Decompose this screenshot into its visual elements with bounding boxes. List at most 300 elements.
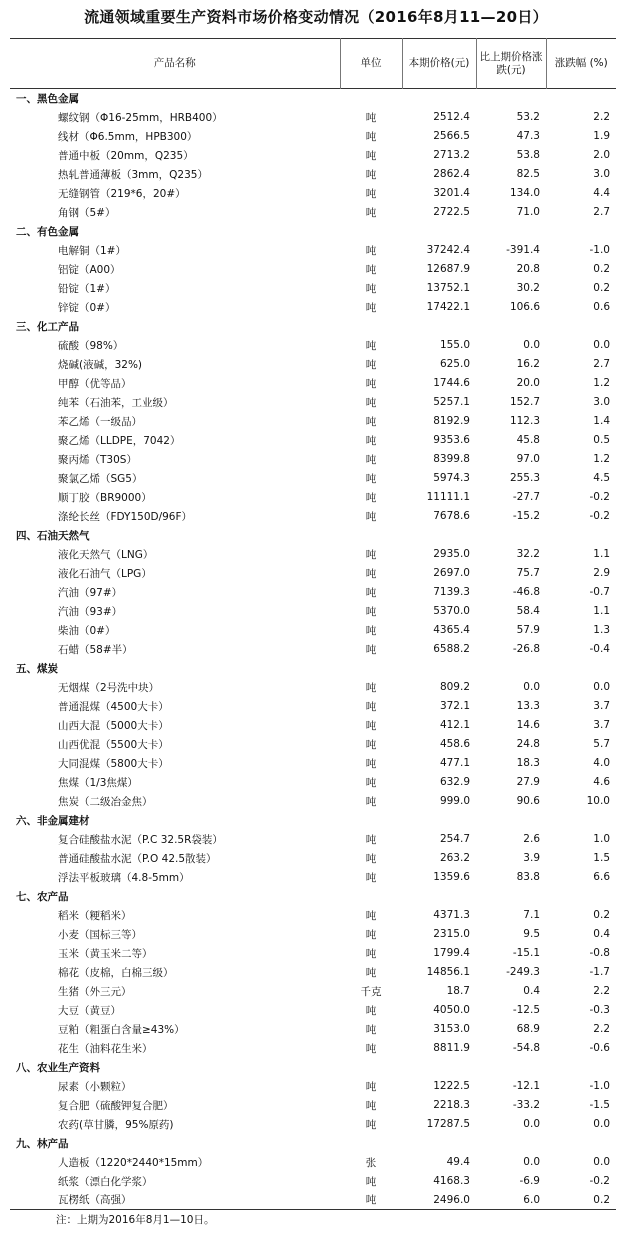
price-cell: 2315.0 xyxy=(433,928,470,940)
unit-cell: 吨 xyxy=(365,852,377,865)
change-cell: -15.2 xyxy=(512,510,540,522)
table-body xyxy=(10,89,616,1210)
change-cell: 0.4 xyxy=(523,985,540,997)
product-name-cell: 苯乙烯（一级品） xyxy=(58,415,142,428)
price-cell: 5257.1 xyxy=(433,396,470,408)
table-row xyxy=(10,431,616,450)
product-name-cell: 稻米（粳稻米） xyxy=(58,909,132,922)
unit-cell: 吨 xyxy=(365,757,377,770)
price-cell: 477.1 xyxy=(439,757,470,769)
table-row xyxy=(10,735,616,754)
table-row xyxy=(10,469,616,488)
pct-cell: -1.5 xyxy=(589,1099,610,1111)
price-cell: 2697.0 xyxy=(433,567,470,579)
category-row xyxy=(10,526,616,545)
table-row xyxy=(10,1020,616,1039)
price-cell: 809.2 xyxy=(439,681,470,693)
product-name-cell: 花生（油料花生米） xyxy=(58,1042,153,1055)
pct-cell: 3.0 xyxy=(593,168,610,180)
unit-cell: 吨 xyxy=(365,149,377,162)
pct-cell: 4.4 xyxy=(593,187,610,199)
category-label: 一、黑色金属 xyxy=(16,92,79,105)
unit-cell: 吨 xyxy=(365,206,377,219)
change-cell: 0.0 xyxy=(523,339,540,351)
header-unit: 单位 xyxy=(340,39,402,89)
category-label: 二、有色金属 xyxy=(16,225,79,238)
table-row xyxy=(10,583,616,602)
category-label: 八、农业生产资料 xyxy=(16,1061,100,1074)
table-row xyxy=(10,241,616,260)
pct-cell: 0.2 xyxy=(593,263,610,275)
unit-cell: 吨 xyxy=(365,681,377,694)
unit-cell: 吨 xyxy=(365,605,377,618)
change-cell: 20.0 xyxy=(516,377,540,389)
price-cell: 4365.4 xyxy=(433,624,470,636)
pct-cell: 10.0 xyxy=(586,795,610,807)
unit-cell: 吨 xyxy=(365,909,377,922)
table-row xyxy=(10,1191,616,1210)
table-row xyxy=(10,716,616,735)
price-cell: 37242.4 xyxy=(426,244,470,256)
product-name-cell: 小麦（国标三等） xyxy=(58,928,142,941)
price-cell: 2722.5 xyxy=(433,206,470,218)
pct-cell: 0.0 xyxy=(593,681,610,693)
unit-cell: 吨 xyxy=(365,1004,377,1017)
product-name-cell: 农药(草甘膦，95%原药) xyxy=(58,1118,174,1131)
price-cell: 8192.9 xyxy=(433,415,470,427)
table-row xyxy=(10,1096,616,1115)
change-cell: 57.9 xyxy=(516,624,540,636)
price-cell: 14856.1 xyxy=(426,966,470,978)
table-row xyxy=(10,564,616,583)
category-label: 七、农产品 xyxy=(16,890,69,903)
table-row xyxy=(10,336,616,355)
unit-cell: 吨 xyxy=(365,795,377,808)
product-name-cell: 纸浆（漂白化学浆） xyxy=(58,1175,153,1188)
unit-cell: 吨 xyxy=(365,301,377,314)
unit-cell: 吨 xyxy=(365,415,377,428)
product-name-cell: 热轧普通薄板（3mm，Q235） xyxy=(58,168,208,181)
pct-cell: -1.7 xyxy=(589,966,610,978)
price-cell: 2566.5 xyxy=(433,130,470,142)
product-name-cell: 聚氯乙烯（SG5） xyxy=(58,472,143,485)
price-cell: 4371.3 xyxy=(433,909,470,921)
unit-cell: 吨 xyxy=(365,472,377,485)
table-row xyxy=(10,640,616,659)
table-row xyxy=(10,1001,616,1020)
table-header-row xyxy=(10,39,616,89)
unit-cell: 吨 xyxy=(365,966,377,979)
unit-cell: 吨 xyxy=(365,1175,377,1188)
change-cell: -249.3 xyxy=(506,966,540,978)
category-row xyxy=(10,317,616,336)
pct-cell: 4.0 xyxy=(593,757,610,769)
change-cell: -15.1 xyxy=(512,947,540,959)
footnote: 注：上期为2016年8月1—10日。 xyxy=(56,1214,215,1226)
change-cell: 24.8 xyxy=(516,738,540,750)
unit-cell: 吨 xyxy=(365,1023,377,1036)
table-row xyxy=(10,1153,616,1172)
pct-cell: 1.1 xyxy=(593,605,610,617)
pct-cell: -1.0 xyxy=(589,1080,610,1092)
unit-cell: 吨 xyxy=(365,776,377,789)
pct-cell: 4.5 xyxy=(593,472,610,484)
price-cell: 11111.1 xyxy=(426,491,470,503)
pct-cell: 4.6 xyxy=(593,776,610,788)
unit-cell: 吨 xyxy=(365,928,377,941)
price-cell: 263.2 xyxy=(439,852,470,864)
unit-cell: 吨 xyxy=(365,263,377,276)
category-label: 三、化工产品 xyxy=(16,320,79,333)
unit-cell: 吨 xyxy=(365,187,377,200)
table-row xyxy=(10,792,616,811)
product-name-cell: 山西优混（5500大卡） xyxy=(58,738,169,751)
category-row xyxy=(10,89,616,108)
change-cell: -26.8 xyxy=(512,643,540,655)
table-row xyxy=(10,602,616,621)
unit-cell: 吨 xyxy=(365,377,377,390)
table-row xyxy=(10,165,616,184)
unit-cell: 吨 xyxy=(365,1042,377,1055)
pct-cell: 1.3 xyxy=(593,624,610,636)
product-name-cell: 液化天然气（LNG） xyxy=(58,548,154,561)
price-cell: 6588.2 xyxy=(433,643,470,655)
price-cell: 7678.6 xyxy=(433,510,470,522)
table-row xyxy=(10,108,616,127)
price-cell: 632.9 xyxy=(439,776,470,788)
price-cell: 2935.0 xyxy=(433,548,470,560)
price-cell: 2218.3 xyxy=(433,1099,470,1111)
price-cell: 8811.9 xyxy=(433,1042,470,1054)
change-cell: 13.3 xyxy=(516,700,540,712)
change-cell: 75.7 xyxy=(516,567,540,579)
unit-cell: 吨 xyxy=(365,567,377,580)
price-cell: 12687.9 xyxy=(426,263,470,275)
product-name-cell: 豆粕（粗蛋白含量≥43%） xyxy=(58,1023,185,1036)
unit-cell: 千克 xyxy=(360,985,382,998)
product-name-cell: 棉花（皮棉，白棉三级） xyxy=(58,966,174,979)
page-title: 流通领域重要生产资料市场价格变动情况（2016年8月11—20日） xyxy=(84,8,548,26)
category-label: 五、煤炭 xyxy=(16,662,58,675)
price-cell: 2512.4 xyxy=(433,111,470,123)
product-name-cell: 锌锭（0#） xyxy=(58,301,116,314)
price-cell: 372.1 xyxy=(439,700,470,712)
pct-cell: 0.2 xyxy=(593,909,610,921)
change-cell: 53.8 xyxy=(516,149,540,161)
change-cell: 90.6 xyxy=(516,795,540,807)
category-row xyxy=(10,1134,616,1153)
product-name-cell: 无缝钢管（219*6，20#） xyxy=(58,187,186,200)
category-row xyxy=(10,887,616,906)
change-cell: 18.3 xyxy=(516,757,540,769)
table-row xyxy=(10,146,616,165)
product-name-cell: 甲醇（优等品） xyxy=(58,377,132,390)
price-cell: 2496.0 xyxy=(433,1193,470,1206)
price-cell: 458.6 xyxy=(439,738,470,750)
pct-cell: -0.7 xyxy=(589,586,610,598)
product-name-cell: 顺丁胶（BR9000） xyxy=(58,491,152,504)
price-cell: 155.0 xyxy=(439,339,470,351)
pct-cell: 0.0 xyxy=(593,339,610,351)
pct-cell: 0.2 xyxy=(593,1193,610,1206)
change-cell: 0.0 xyxy=(523,1118,540,1130)
table-row xyxy=(10,184,616,203)
product-name-cell: 汽油（97#） xyxy=(58,586,123,599)
category-row xyxy=(10,222,616,241)
table-row xyxy=(10,260,616,279)
change-cell: 0.0 xyxy=(523,1156,540,1168)
table-row xyxy=(10,298,616,317)
change-cell: 32.2 xyxy=(516,548,540,560)
header-price: 本期价格(元) xyxy=(402,39,476,89)
pct-cell: 6.6 xyxy=(593,871,610,883)
pct-cell: 0.0 xyxy=(593,1156,610,1168)
unit-cell: 吨 xyxy=(365,586,377,599)
product-name-cell: 复合肥（硫酸钾复合肥） xyxy=(58,1099,174,1112)
product-name-cell: 线材（Φ6.5mm，HPB300） xyxy=(58,130,198,143)
unit-cell: 吨 xyxy=(365,510,377,523)
pct-cell: -0.6 xyxy=(589,1042,610,1054)
unit-cell: 吨 xyxy=(365,1099,377,1112)
pct-cell: 0.0 xyxy=(593,1118,610,1130)
product-name-cell: 普通中板（20mm，Q235） xyxy=(58,149,194,162)
price-cell: 254.7 xyxy=(439,833,470,845)
unit-cell: 吨 xyxy=(365,453,377,466)
product-name-cell: 硫酸（98%） xyxy=(58,339,124,352)
pct-cell: 1.2 xyxy=(593,453,610,465)
product-name-cell: 涤纶长丝（FDY150D/96F） xyxy=(58,510,193,523)
table-row xyxy=(10,944,616,963)
pct-cell: 0.5 xyxy=(593,434,610,446)
table-row xyxy=(10,355,616,374)
change-cell: 47.3 xyxy=(516,130,540,142)
change-cell: -12.5 xyxy=(512,1004,540,1016)
table-row xyxy=(10,1039,616,1058)
price-cell: 18.7 xyxy=(446,985,470,997)
product-name-cell: 尿素（小颗粒） xyxy=(58,1080,132,1093)
category-row xyxy=(10,1058,616,1077)
product-name-cell: 铅锭（1#） xyxy=(58,282,116,295)
unit-cell: 吨 xyxy=(365,1080,377,1093)
change-cell: 9.5 xyxy=(523,928,540,940)
unit-cell: 吨 xyxy=(365,947,377,960)
product-name-cell: 生猪（外三元） xyxy=(58,985,132,998)
pct-cell: 1.1 xyxy=(593,548,610,560)
unit-cell: 吨 xyxy=(365,700,377,713)
table-row xyxy=(10,868,616,887)
table-row xyxy=(10,906,616,925)
product-name-cell: 浮法平板玻璃（4.8-5mm） xyxy=(58,871,190,884)
table-row xyxy=(10,773,616,792)
unit-cell: 吨 xyxy=(365,282,377,295)
price-cell: 5974.3 xyxy=(433,472,470,484)
price-cell: 2862.4 xyxy=(433,168,470,180)
product-name-cell: 纯苯（石油苯，工业级） xyxy=(58,396,174,409)
category-label: 六、非金属建材 xyxy=(16,814,90,827)
change-cell: 6.0 xyxy=(523,1193,540,1206)
change-cell: 20.8 xyxy=(516,263,540,275)
table-row xyxy=(10,545,616,564)
unit-cell: 吨 xyxy=(365,738,377,751)
table-row xyxy=(10,203,616,222)
product-name-cell: 玉米（黄玉米二等） xyxy=(58,947,153,960)
product-name-cell: 山西大混（5000大卡） xyxy=(58,719,169,732)
unit-cell: 吨 xyxy=(365,548,377,561)
unit-cell: 吨 xyxy=(365,491,377,504)
product-name-cell: 铝锭（A00） xyxy=(58,263,121,276)
unit-cell: 吨 xyxy=(365,358,377,371)
pct-cell: 1.5 xyxy=(593,852,610,864)
price-cell: 8399.8 xyxy=(433,453,470,465)
pct-cell: 1.0 xyxy=(593,833,610,845)
product-name-cell: 石蜡（58#半） xyxy=(58,643,133,656)
unit-cell: 吨 xyxy=(365,871,377,884)
table-row xyxy=(10,450,616,469)
change-cell: -6.9 xyxy=(519,1175,540,1187)
product-name-cell: 液化石油气（LPG） xyxy=(58,567,152,580)
unit-cell: 吨 xyxy=(365,244,377,257)
table-row xyxy=(10,488,616,507)
header-pct: 涨跌幅 (%) xyxy=(546,39,616,89)
unit-cell: 吨 xyxy=(365,396,377,409)
pct-cell: 2.7 xyxy=(593,206,610,218)
change-cell: -46.8 xyxy=(512,586,540,598)
price-cell: 3201.4 xyxy=(433,187,470,199)
price-cell: 1744.6 xyxy=(433,377,470,389)
pct-cell: 5.7 xyxy=(593,738,610,750)
table-row xyxy=(10,849,616,868)
change-cell: -54.8 xyxy=(512,1042,540,1054)
pct-cell: -1.0 xyxy=(589,244,610,256)
price-cell: 17422.1 xyxy=(426,301,470,313)
product-name-cell: 大豆（黄豆） xyxy=(58,1004,121,1017)
unit-cell: 吨 xyxy=(365,168,377,181)
product-name-cell: 普通混煤（4500大卡） xyxy=(58,700,169,713)
pct-cell: -0.2 xyxy=(589,1175,610,1187)
table-row xyxy=(10,1077,616,1096)
table-row xyxy=(10,963,616,982)
change-cell: 255.3 xyxy=(509,472,540,484)
product-name-cell: 柴油（0#） xyxy=(58,624,116,637)
unit-cell: 吨 xyxy=(365,339,377,352)
price-cell: 5370.0 xyxy=(433,605,470,617)
pct-cell: 2.2 xyxy=(593,1023,610,1035)
unit-cell: 吨 xyxy=(365,624,377,637)
change-cell: 134.0 xyxy=(509,187,540,199)
pct-cell: 3.7 xyxy=(593,700,610,712)
pct-cell: 2.9 xyxy=(593,567,610,579)
pct-cell: 1.2 xyxy=(593,377,610,389)
price-cell: 625.0 xyxy=(439,358,470,370)
table-row xyxy=(10,127,616,146)
unit-cell: 张 xyxy=(365,1156,377,1169)
price-cell: 17287.5 xyxy=(426,1118,470,1130)
change-cell: 2.6 xyxy=(523,833,540,845)
unit-cell: 吨 xyxy=(365,833,377,846)
price-cell: 3153.0 xyxy=(433,1023,470,1035)
unit-cell: 吨 xyxy=(365,111,377,124)
table-row xyxy=(10,507,616,526)
product-name-cell: 螺纹钢（Φ16-25mm，HRB400） xyxy=(58,111,223,124)
table-row xyxy=(10,754,616,773)
change-cell: -391.4 xyxy=(506,244,540,256)
change-cell: 58.4 xyxy=(516,605,540,617)
pct-cell: -0.2 xyxy=(589,510,610,522)
unit-cell: 吨 xyxy=(365,643,377,656)
change-cell: 14.6 xyxy=(516,719,540,731)
table-row xyxy=(10,374,616,393)
price-cell: 49.4 xyxy=(446,1156,470,1168)
price-cell: 4050.0 xyxy=(433,1004,470,1016)
price-cell: 412.1 xyxy=(439,719,470,731)
price-cell: 999.0 xyxy=(439,795,470,807)
change-cell: 82.5 xyxy=(516,168,540,180)
header-change: 比上期价格涨跌(元) xyxy=(476,39,546,89)
pct-cell: -0.4 xyxy=(589,643,610,655)
pct-cell: 3.7 xyxy=(593,719,610,731)
unit-cell: 吨 xyxy=(365,719,377,732)
pct-cell: 3.0 xyxy=(593,396,610,408)
pct-cell: -0.2 xyxy=(589,491,610,503)
product-name-cell: 聚丙烯（T30S） xyxy=(58,453,137,466)
pct-cell: 2.2 xyxy=(593,111,610,123)
price-cell: 13752.1 xyxy=(426,282,470,294)
product-name-cell: 汽油（93#） xyxy=(58,605,123,618)
product-name-cell: 瓦楞纸（高强） xyxy=(58,1194,132,1207)
pct-cell: 2.0 xyxy=(593,149,610,161)
table-row xyxy=(10,678,616,697)
category-row xyxy=(10,811,616,830)
price-cell: 1359.6 xyxy=(433,871,470,883)
table-row xyxy=(10,925,616,944)
change-cell: -27.7 xyxy=(512,491,540,503)
change-cell: 152.7 xyxy=(509,396,540,408)
product-name-cell: 烧碱(液碱，32%) xyxy=(58,358,143,371)
table-row xyxy=(10,393,616,412)
product-name-cell: 焦炭（二级冶金焦） xyxy=(58,795,153,808)
change-cell: 71.0 xyxy=(516,206,540,218)
unit-cell: 吨 xyxy=(365,1118,377,1131)
product-name-cell: 角钢（5#） xyxy=(58,206,116,219)
pct-cell: 2.7 xyxy=(593,358,610,370)
unit-cell: 吨 xyxy=(365,1194,377,1207)
change-cell: 83.8 xyxy=(516,871,540,883)
price-cell: 9353.6 xyxy=(433,434,470,446)
pct-cell: 0.6 xyxy=(593,301,610,313)
product-name-cell: 电解铜（1#） xyxy=(58,244,126,257)
pct-cell: 1.9 xyxy=(593,130,610,142)
header-product-name: 产品名称 xyxy=(153,57,196,69)
product-name-cell: 复合硅酸盐水泥（P.C 32.5R袋装） xyxy=(58,833,223,846)
change-cell: -33.2 xyxy=(512,1099,540,1111)
change-cell: 112.3 xyxy=(509,415,540,427)
unit-cell: 吨 xyxy=(365,130,377,143)
pct-cell: 0.2 xyxy=(593,282,610,294)
change-cell: -12.1 xyxy=(512,1080,540,1092)
product-name-cell: 普通硅酸盐水泥（P.O 42.5散装） xyxy=(58,852,217,865)
change-cell: 27.9 xyxy=(516,776,540,788)
price-cell: 1799.4 xyxy=(433,947,470,959)
price-table xyxy=(10,38,616,1210)
change-cell: 3.9 xyxy=(523,852,540,864)
table-row xyxy=(10,982,616,1001)
change-cell: 97.0 xyxy=(516,453,540,465)
product-name-cell: 人造板（1220*2440*15mm） xyxy=(58,1156,209,1169)
table-row xyxy=(10,621,616,640)
category-row xyxy=(10,659,616,678)
pct-cell: 0.4 xyxy=(593,928,610,940)
change-cell: 30.2 xyxy=(516,282,540,294)
